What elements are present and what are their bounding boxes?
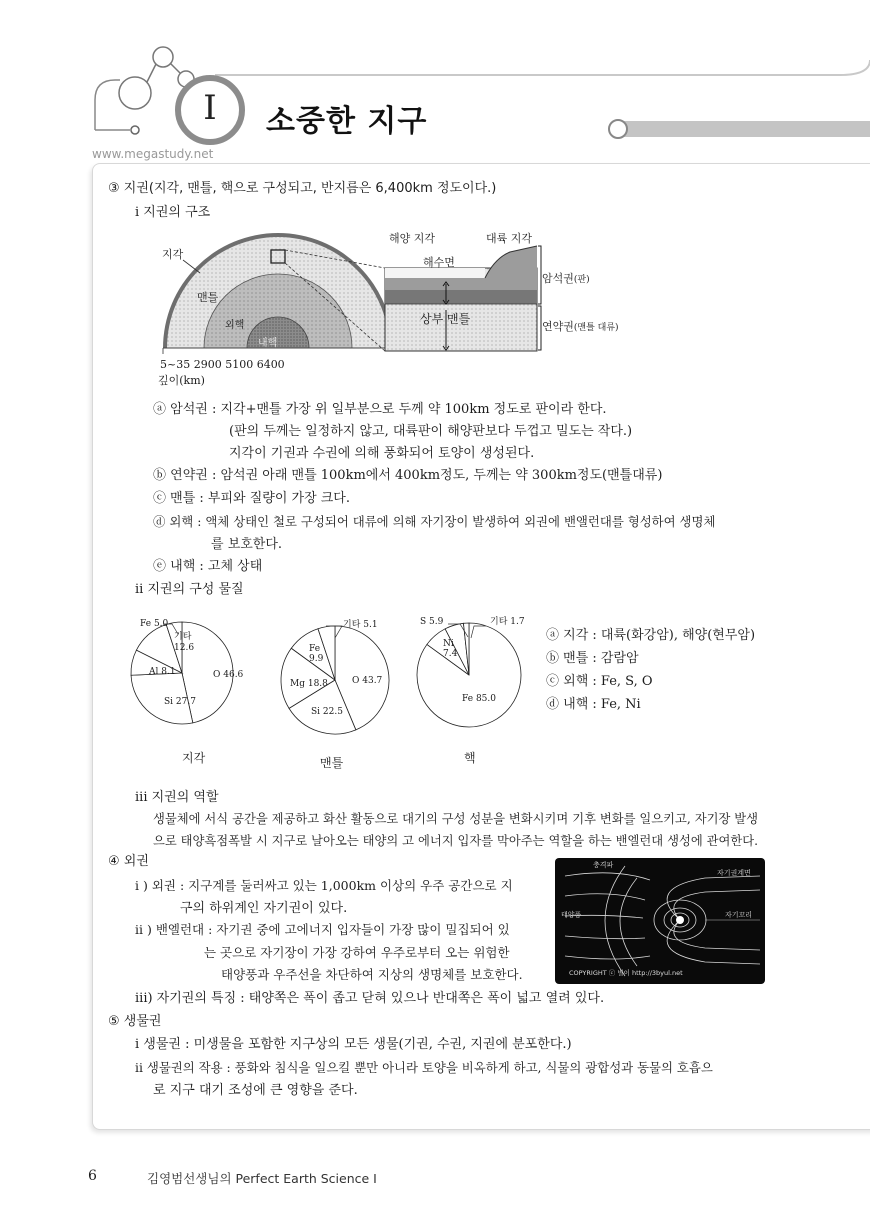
- pie-leader-lines: [130, 610, 550, 760]
- diagram-outer-core-label: 외핵: [225, 320, 245, 331]
- diagram-asthenosphere-label: [542, 318, 619, 334]
- composition-note-c: ⓒ 외핵 : Fe, S, O: [546, 674, 653, 689]
- page-number: 6: [88, 1168, 97, 1184]
- diagram-crust-label: 지각: [162, 248, 184, 261]
- sec3-line-e: ⓔ 내핵 : 고체 상태: [153, 559, 263, 574]
- sec3-line-a3: 지각이 기권과 수권에 의해 풍화되어 토양이 생성된다.: [229, 446, 535, 461]
- lithosphere-main: 암석권: [542, 272, 574, 285]
- asthenosphere-sub: (맨틀 대류): [573, 323, 619, 333]
- composition-note-b: ⓑ 맨틀 : 감람암: [546, 651, 639, 666]
- sec3-line-c: ⓒ 맨틀 : 부피와 질량이 가장 크다.: [153, 491, 351, 506]
- crust-pie-label-fe: Fe 5.0: [140, 619, 169, 629]
- crust-pie-label-si: Si 27.7: [164, 697, 196, 707]
- sec3-line-a2: (판의 두께는 일정하지 않고, 대륙판이 해양판보다 두껍고 밀도는 작다.): [229, 424, 633, 439]
- website-url: www.megastudy.net: [92, 147, 214, 161]
- core-pie-label-ni-val: 7.4: [443, 649, 458, 659]
- page-title: 소중한 지구: [266, 104, 428, 139]
- crust-pie-label-other-val: 12.6: [174, 643, 195, 653]
- sec4-ii-line1: ii ) 밴엘런대 : 자기권 중에 고에너지 입자들이 가장 많이 밀집되어 있: [135, 922, 510, 937]
- mantle-pie-label-mg: Mg 18.8: [290, 679, 328, 689]
- crust-pie-label-other: 기타: [174, 632, 192, 642]
- diagram-inner-core-label: 내핵: [258, 338, 278, 349]
- sec5-ii-line2: 로 지구 대기 조성에 큰 영향을 준다.: [153, 1083, 358, 1098]
- core-pie-label-other: 기타 1.7: [490, 617, 525, 627]
- diagram-sea-level-label: 해수면: [423, 256, 455, 269]
- composition-note-a: ⓐ 지각 : 대륙(화강암), 해양(현무암): [546, 628, 756, 643]
- section4-heading: ④ 외권: [108, 854, 149, 869]
- mantle-pie-label-fe-val: 9.9: [309, 654, 324, 664]
- mag-label-shock: 충격파: [593, 861, 614, 869]
- mantle-pie-label-o: O 43.7: [352, 676, 383, 686]
- section5-heading: ⑤ 생물권: [108, 1014, 162, 1029]
- diagram-continental-crust-label: 대륙 지각: [486, 232, 533, 245]
- sec4-iii-line: iii) 자기권의 특징 : 태양쪽은 폭이 좁고 닫혀 있으나 반대쪽은 폭이 넓고 열려 있다.: [135, 991, 605, 1006]
- sec3-sub-iii: iii 지권의 역할: [135, 790, 219, 805]
- asthenosphere-main: 연약권: [542, 320, 574, 333]
- core-pie-label-ni: Ni: [443, 639, 454, 649]
- composition-note-d: ⓓ 내핵 : Fe, Ni: [546, 697, 641, 712]
- sec3-line-b: ⓑ 연약권 : 암석권 아래 맨틀 100km에서 400km정도, 두께는 약 300km정도(맨틀대류): [153, 468, 663, 483]
- mantle-pie-label-fe: Fe: [309, 644, 321, 654]
- diagram-depth-axis-label: 깊이(km): [158, 374, 205, 387]
- sec3-line-d: ⓓ 외핵 : 액체 상태인 철로 구성되어 대류에 의해 자기장이 발생하여 외권에 밴앨런대를 형성하여 생명체: [153, 514, 716, 529]
- sec3-iii-text-2: 으로 태양흑점폭발 시 지구로 날아오는 태양의 고 에너지 입자를 막아주는 역할을 하는 밴엘런대 생성에 관여한다.: [153, 834, 759, 848]
- mag-label-magnetopause: 자기권계면: [717, 869, 751, 877]
- sec4-i-line2: 구의 하위계인 자기권이 있다.: [180, 901, 348, 916]
- crust-pie-label-o: O 46.6: [213, 670, 244, 680]
- sec3-sub-ii: ii 지권의 구성 물질: [135, 582, 244, 597]
- section3-heading: ③ 지권(지각, 맨틀, 핵으로 구성되고, 반지름은 6,400km 정도이다.): [108, 181, 497, 196]
- sec3-line-a: ⓐ 암석권 : 지각+맨틀 가장 위 일부분으로 두께 약 100km 정도로 판이라 한다.: [153, 402, 607, 417]
- crust-pie-label-al: Al 8.1: [149, 667, 176, 677]
- mag-label-tail: 자기꼬리: [725, 911, 753, 919]
- core-pie-label-s: S 5.9: [420, 617, 444, 627]
- diagram-upper-mantle-label: 상부 맨틀: [420, 312, 471, 326]
- sec4-ii-line3: 태양풍과 우주선을 차단하여 지상의 생명체를 보호한다.: [221, 967, 523, 982]
- sec4-i-line1: i ) 외권 : 지구계를 둘러싸고 있는 1,000km 이상의 우주 공간으로 지: [135, 878, 513, 893]
- mag-label-solar-wind: 태양풍: [561, 911, 582, 919]
- diagram-ocean-crust-label: 해양 지각: [389, 232, 436, 245]
- sec3-iii-text-1: 생물체에 서식 공간을 제공하고 화산 활동으로 대기의 구성 성분을 변화시키며 기후 변화를 일으키고, 자기장 발생: [153, 812, 759, 826]
- sec3-line-d2: 를 보호한다.: [211, 537, 283, 552]
- sec4-ii-line2: 는 곳으로 자기장이 가장 강하여 우주로부터 오는 위험한: [204, 945, 510, 960]
- mantle-pie-label-other: 기타 5.1: [343, 620, 378, 630]
- diagram-mantle-label: 맨틀: [197, 291, 219, 304]
- pie-title-core: 핵: [464, 751, 476, 765]
- diagram-lithosphere-label: [542, 270, 590, 286]
- pie-title-mantle: 맨틀: [320, 756, 344, 770]
- sec3-sub-i: i 지권의 구조: [135, 205, 211, 220]
- core-pie-label-fe: Fe 85.0: [462, 694, 496, 704]
- pie-title-crust: 지각: [182, 751, 206, 765]
- sec5-ii-line1: ii 생물권의 작용 : 풍화와 침식을 일으킬 뿐만 아니라 토양을 비옥하게 하고, 식물의 광합성과 동물의 호흡으: [135, 1060, 713, 1075]
- diagram-depth-values: 5~35 2900 5100 6400: [160, 358, 285, 371]
- header-decoration: [0, 0, 870, 165]
- lithosphere-sub: (판): [573, 275, 590, 285]
- chapter-numeral: I: [203, 88, 217, 128]
- book-title: 김영범선생님의 Perfect Earth Science I: [147, 1171, 377, 1186]
- magnetosphere-image: [555, 858, 765, 984]
- mantle-pie-label-si: Si 22.5: [311, 707, 343, 717]
- mag-copyright: COPYRIGHT ⓒ 별이 http://3byul.net: [569, 969, 683, 977]
- sec5-i-line: i 생물권 : 미생물을 포함한 지구상의 모든 생물(기권, 수권, 지권에 분포한다.): [135, 1037, 572, 1052]
